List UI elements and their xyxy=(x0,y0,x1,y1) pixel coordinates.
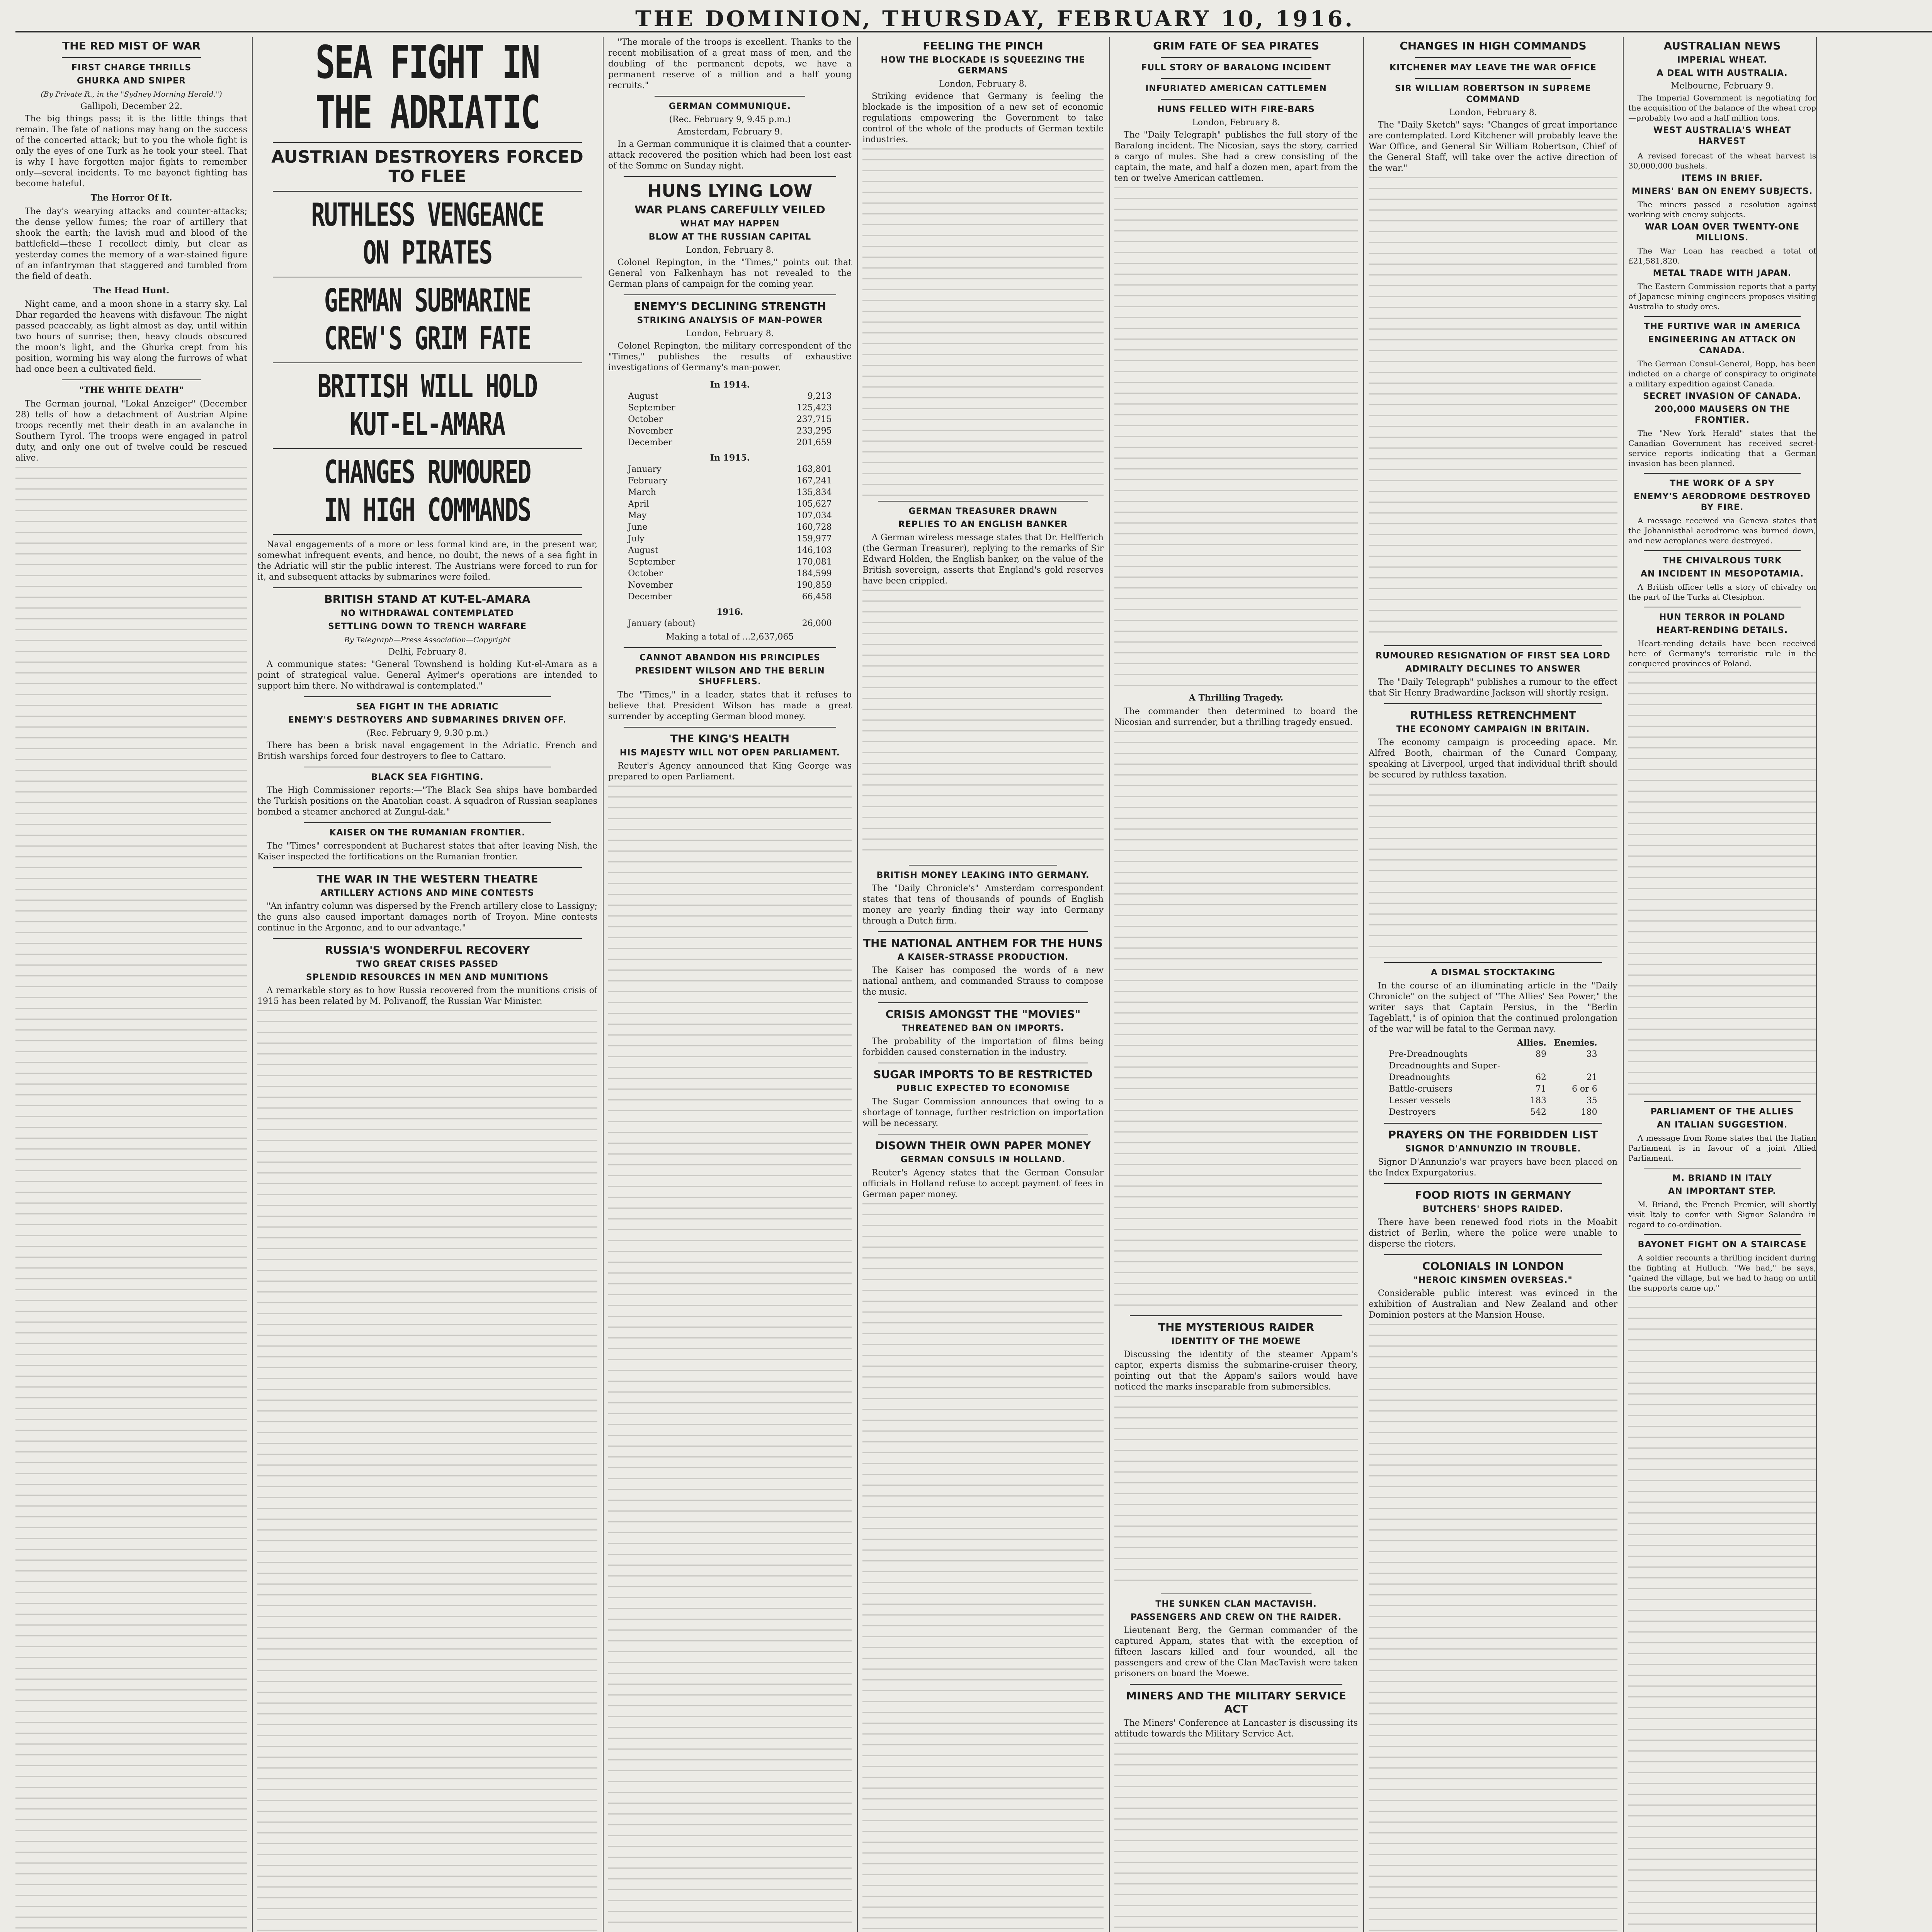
month-cell: September xyxy=(628,403,675,413)
subheadline: MINERS' BAN ON ENEMY SUBJECTS. xyxy=(1631,187,1813,196)
body-text-lines xyxy=(862,148,1104,496)
subheadline: ENEMY'S DESTROYERS AND SUBMARINES DRIVEN OFF. xyxy=(288,715,567,725)
paragraph: In a German communique it is claimed that a counter-attack recovered the position which had been lost east of the Somme on Sunday night. xyxy=(608,139,852,171)
subheadline: HEART-RENDING DETAILS. xyxy=(1656,626,1788,635)
month-cell: January xyxy=(628,464,662,474)
paragraph: A communique states: "General Townshend is holding Kut-el-Amara as a point of strategical value. General Aylmer's operations are intended to support him there. No withdrawal is contemplated." xyxy=(257,660,597,691)
story-headline: ENEMY'S DECLINING STRENGTH xyxy=(634,300,826,313)
paragraph: The War Loan has reached a total of £21,581,820. xyxy=(1628,246,1816,265)
section-subhead: A Thrilling Tragedy. xyxy=(1189,693,1284,703)
subheadline: KITCHENER MAY LEAVE THE WAR OFFICE xyxy=(1389,63,1597,73)
subheadline: STRIKING ANALYSIS OF MAN-POWER xyxy=(637,316,823,325)
fleet-table xyxy=(1387,1037,1599,1118)
table-row xyxy=(1387,1072,1599,1083)
value-cell: 233,295 xyxy=(796,426,832,436)
column-rule xyxy=(1816,37,1817,1932)
dateline: London, February 8. xyxy=(1449,108,1537,117)
story-headline: WAR LOAN OVER TWENTY-ONE MILLIONS. xyxy=(1645,222,1799,243)
story-headline: AUSTRALIAN NEWS xyxy=(1663,39,1781,52)
subheadline: PRESIDENT WILSON AND THE BERLIN SHUFFLERS. xyxy=(635,666,825,687)
subheadline: PUBLIC EXPECTED TO ECONOMISE xyxy=(896,1084,1070,1094)
table-row xyxy=(1387,1083,1599,1095)
dateline: London, February 8. xyxy=(686,329,774,338)
paragraph: Colonel Repington, the military correspondent of the "Times," publishes the results of exhaustive investigations of Germany's man-power. xyxy=(608,341,852,372)
table-cell: Battle-cruisers xyxy=(1389,1084,1452,1094)
table-row xyxy=(626,510,833,522)
story-headline: THE NATIONAL ANTHEM FOR THE HUNS xyxy=(863,937,1103,949)
table-year-heading xyxy=(626,376,833,391)
paragraph: Naval engagements of a more or less formal kind are, in the present war, somewhat infrequent events, and hence, no doubt, the news of a sea fight in the Adriatic will stir the public interest. The Austrians were forced to run for it, and subsequent attacks by submarines were foiled. xyxy=(257,540,597,582)
paragraph: The "Daily Telegraph" publishes the full story of the Baralong incident. The Nicosian, says the story, carried a cargo of mules. She had a crew consisting of the captain, the mate, and half a dozen men, apart from the ten or twelve American cattlemen. xyxy=(1114,130,1358,183)
table-cell: Lesser vessels xyxy=(1389,1096,1451,1105)
deck-headline: RUTHLESS VENGEANCE ON PIRATES xyxy=(311,197,544,271)
story-headline: THE CHIVALROUS TURK xyxy=(1662,556,1782,566)
body-text-lines xyxy=(1369,177,1617,641)
subheadline: SIR WILLIAM ROBERTSON IN SUPREME COMMAND xyxy=(1395,84,1591,104)
table-row xyxy=(626,580,833,591)
value-cell: 163,801 xyxy=(796,464,832,474)
paragraph: The German journal, "Lokal Anzeiger" (December 28) tells of how a detachment of Austrian Alpine troops recently met their death in an avalanche in Southern Tyrol. The troops were engaged in patrol duty, and only one out of twelve could be rescued alive. xyxy=(15,399,247,463)
table-row xyxy=(626,414,833,425)
deck-headline: CHANGES RUMOURED IN HIGH COMMANDS xyxy=(324,454,531,529)
value-cell: 167,241 xyxy=(796,476,832,486)
casualty-table xyxy=(626,376,833,629)
subheadline: SIGNOR D'ANNUNZIO IN TROUBLE. xyxy=(1405,1144,1581,1154)
paragraph: The "Daily Chronicle's" Amsterdam correspondent states that tens of thousands of pounds of English money are yearly finding their way into Germany through a Dutch firm. xyxy=(862,884,1104,926)
table-row xyxy=(626,464,833,475)
dateline: Delhi, February 8. xyxy=(388,647,467,657)
body-text-lines xyxy=(862,1203,1104,1932)
month-cell: April xyxy=(628,499,649,509)
paragraph: The commander then determined to board the Nicosian and surrender, but a thrilling tragedy ensued. xyxy=(1114,707,1358,727)
story-headline: THE SUNKEN CLAN MACTAVISH. xyxy=(1155,1599,1317,1609)
value-cell: 26,000 xyxy=(802,619,832,628)
subheadline: THE ECONOMY CAMPAIGN IN BRITAIN. xyxy=(1396,724,1590,734)
paragraph: The Sugar Commission announces that owing to a shortage of tonnage, further restriction on importation will be necessary. xyxy=(862,1097,1104,1128)
story-headline: FOOD RIOTS IN GERMANY xyxy=(1415,1189,1571,1201)
table-cell: 33 xyxy=(1586,1049,1597,1059)
story-headline: MINERS AND THE MILITARY SERVICE ACT xyxy=(1126,1689,1346,1715)
header-cell: Enemies. xyxy=(1554,1038,1597,1048)
body-text-lines xyxy=(257,1010,597,1932)
table-row xyxy=(1387,1095,1599,1107)
value-cell: 146,103 xyxy=(796,546,832,555)
table-header-row xyxy=(1387,1037,1599,1049)
value-cell: 184,599 xyxy=(796,569,832,578)
received-time: (Rec. February 9, 9.45 p.m.) xyxy=(669,115,791,124)
paragraph: Striking evidence that Germany is feeling the blockade is the imposition of a new set of economic regulations empowering the Government to take control of the whole of the products of German textile industries. xyxy=(862,92,1104,145)
paragraph: Discussing the identity of the steamer Appam's captor, experts dismiss the submarine-cruiser theory, pointing out that the Appam's sailors would have noticed the marks inseparable from submersibles. xyxy=(1114,1350,1358,1392)
story-headline: THE KING'S HEALTH xyxy=(670,732,790,745)
paragraph: A soldier recounts a thrilling incident during the fighting at Hulluch. "We had," he says, "gained the village, but we had to hang on until the supports came up." xyxy=(1628,1253,1816,1293)
story-headline: COLONIALS IN LONDON xyxy=(1422,1260,1564,1272)
paragraph: Reuter's Agency states that the German Consular officials in Holland refuse to accept payment of fees in German paper money. xyxy=(862,1168,1104,1199)
story-headline: SUGAR IMPORTS TO BE RESTRICTED xyxy=(873,1068,1093,1081)
paragraph: The miners passed a resolution against working with enemy subjects. xyxy=(1628,200,1816,219)
table-year-heading xyxy=(626,449,833,464)
subheadline: AN INCIDENT IN MESOPOTAMIA. xyxy=(1640,569,1804,579)
column-7 xyxy=(1628,37,1816,1932)
table-row xyxy=(626,425,833,437)
story-headline: BAYONET FIGHT ON A STAIRCASE xyxy=(1638,1240,1807,1250)
story-headline: CANNOT ABANDON HIS PRINCIPLES xyxy=(639,653,820,663)
story-headline: BRITISH STAND AT KUT-EL-AMARA xyxy=(324,593,531,605)
body-text-lines xyxy=(1628,1296,1816,1932)
paragraph: A message received via Geneva states that the Johannisthal aerodrome was burned down, and new aeroplanes were destroyed. xyxy=(1628,516,1816,545)
paragraph: The "New York Herald" states that the Canadian Government has received secret-service reports indicating that a German invasion has been planned. xyxy=(1628,429,1816,468)
dateline: Gallipoli, December 22. xyxy=(80,102,182,111)
column-rule xyxy=(603,37,604,1932)
paragraph: The German Consul-General, Bopp, has been indicted on a charge of conspiracy to originate a military expedition against Canada. xyxy=(1628,359,1816,388)
paragraph: A British officer tells a story of chivalry on the part of the Turks at Ctesiphon. xyxy=(1628,582,1816,602)
paragraph: The "Daily Telegraph" publishes a rumour to the effect that Sir Henry Bradwardine Jackson will shortly resign. xyxy=(1369,677,1617,698)
subheadline: PASSENGERS AND CREW ON THE RAIDER. xyxy=(1130,1612,1342,1622)
paragraph: The probability of the importation of films being forbidden caused consternation in the industry. xyxy=(862,1037,1104,1057)
paragraph: Night came, and a moon shone in a starry sky. Lal Dhar regarded the heavens with disfavour. The night passed peaceably, as light almost as day, until within two hours of sunrise; then, heavy clouds obscured the moon's light, and the Ghurka crept from his position, worming his way along the furrows of what had once been a cultivated field. xyxy=(15,299,247,374)
story-headline: HUNS LYING LOW xyxy=(647,181,813,201)
subheadline: ENGINEERING AN ATTACK ON CANADA. xyxy=(1648,335,1796,355)
section-subhead: "THE WHITE DEATH" xyxy=(79,385,184,395)
value-cell: 159,977 xyxy=(796,534,832,544)
column-4 xyxy=(862,37,1104,1932)
paragraph: The big things pass; it is the little things that remain. The fate of nations may hang on the success of the concerted attack; but to you the whole fight is only the eyes of one Turk as he took your steel. That is why I have forgotten major fights to remember only—several incidents. To me bayonet fighting has become hateful. xyxy=(15,114,247,189)
value-cell: 190,859 xyxy=(796,580,832,590)
subheadline: A KAISER-STRASSE PRODUCTION. xyxy=(897,952,1069,962)
story-headline: WEST AUSTRALIA'S WHEAT HARVEST xyxy=(1653,126,1791,146)
dateline: London, February 8. xyxy=(939,79,1027,89)
paragraph: The "Times" correspondent at Bucharest states that after leaving Nish, the Kaiser inspected the fortifications on the Rumanian frontier. xyxy=(257,841,597,862)
headline: THE RED MIST OF WAR xyxy=(62,39,201,52)
story-headline: ITEMS IN BRIEF. xyxy=(1682,173,1763,183)
story-headline: A DISMAL STOCKTAKING xyxy=(1430,968,1556,978)
value-cell: 125,423 xyxy=(796,403,832,413)
body-text-lines xyxy=(1114,1743,1358,1932)
month-cell: August xyxy=(628,546,658,555)
story-headline: SEA FIGHT IN THE ADRIATIC xyxy=(356,702,499,712)
subheadline: HIS MAJESTY WILL NOT OPEN PARLIAMENT. xyxy=(619,748,840,758)
story-headline: BLACK SEA FIGHTING. xyxy=(371,772,484,782)
story-headline: HUN TERROR IN POLAND xyxy=(1659,612,1786,622)
deck-headline: AUSTRIAN DESTROYERS FORCED TO FLEE xyxy=(271,147,583,186)
byline: (By Private R., in the "Sydney Morning Herald.") xyxy=(41,90,222,99)
story-headline: RUSSIA'S WONDERFUL RECOVERY xyxy=(325,944,530,956)
table-cell: 21 xyxy=(1586,1073,1597,1082)
total-line: Making a total of ...2,637,065 xyxy=(666,632,794,642)
body-text-lines xyxy=(1114,1396,1358,1589)
subheadline: 200,000 MAUSERS ON THE FRONTIER. xyxy=(1654,405,1790,425)
story-headline: CHANGES IN HIGH COMMANDS xyxy=(1400,39,1587,52)
table-cell xyxy=(1548,1060,1599,1072)
table-cell: 180 xyxy=(1581,1107,1597,1117)
subheadline: WHAT MAY HAPPEN xyxy=(680,219,780,229)
subheadline: ENEMY'S AERODROME DESTROYED BY FIRE. xyxy=(1634,492,1811,512)
subheadline: HUNS FELLED WITH FIRE-BARS xyxy=(1157,105,1315,114)
subheadline: FIRST CHARGE THRILLS xyxy=(71,63,192,73)
subheadline: ADMIRALTY DECLINES TO ANSWER xyxy=(1405,664,1581,674)
subheadline: A DEAL WITH AUSTRALIA. xyxy=(1656,68,1788,78)
table-cell: 89 xyxy=(1535,1049,1546,1059)
table-cell: 62 xyxy=(1535,1073,1546,1082)
paragraph: Heart-rending details have been received here of Germany's terroristic rule in the conquered provinces of Poland. xyxy=(1628,639,1816,668)
paragraph: There has been a brisk naval engagement in the Adriatic. French and British warships forced four destroyers to flee to Cattaro. xyxy=(257,741,597,761)
table-cell: 35 xyxy=(1586,1096,1597,1105)
dateline: Melbourne, February 9. xyxy=(1671,81,1774,91)
table-row xyxy=(626,475,833,487)
story-headline: RUMOURED RESIGNATION OF FIRST SEA LORD xyxy=(1376,651,1611,661)
table-row xyxy=(626,618,833,629)
column-rule xyxy=(1623,37,1624,1932)
column-rule xyxy=(1363,37,1364,1932)
body-text-lines xyxy=(1369,784,1617,957)
column-1 xyxy=(15,37,247,1932)
subheadline: ARTILLERY ACTIONS AND MINE CONTESTS xyxy=(320,888,534,898)
paragraph: In the course of an illuminating article in the "Daily Chronicle" on the subject of "The Allies' Sea Power," the writer says that Captain Persius, in the "Berlin Tageblatt," is of opinion that the continued prolongation of the war will be fatal to the German navy. xyxy=(1369,981,1617,1034)
dateline: London, February 8. xyxy=(686,245,774,255)
dateline: London, February 8. xyxy=(1192,118,1280,128)
story-headline: BRITISH MONEY LEAKING INTO GERMANY. xyxy=(876,871,1090,880)
month-cell: December xyxy=(628,438,672,447)
story-headline: SECRET INVASION OF CANADA. xyxy=(1643,391,1801,401)
table-row xyxy=(626,498,833,510)
month-cell: November xyxy=(628,426,673,436)
story-headline: METAL TRADE WITH JAPAN. xyxy=(1653,269,1792,278)
column-2 xyxy=(257,37,597,1932)
paragraph: Considerable public interest was evinced in the exhibition of Australian and New Zealand and other Dominion posters at the Mansion House. xyxy=(1369,1289,1617,1320)
value-cell: 107,034 xyxy=(796,511,832,520)
table-row xyxy=(626,556,833,568)
subheadline: BUTCHERS' SHOPS RAIDED. xyxy=(1422,1204,1564,1214)
subheadline: NO WITHDRAWAL CONTEMPLATED xyxy=(340,609,514,618)
paragraph: A German wireless message states that Dr. Helfferich (the German Treasurer), replying to the remarks of Sir Edward Holden, the English banker, on the value of the British sovereign, asserts that England's gold reserves have been crippled. xyxy=(862,533,1104,586)
section-subhead: The Head Hunt. xyxy=(93,286,170,296)
story-headline: PARLIAMENT OF THE ALLIES xyxy=(1650,1107,1794,1117)
table-cell: 1916. xyxy=(716,607,743,617)
subheadline: FULL STORY OF BARALONG INCIDENT xyxy=(1141,63,1331,73)
subheadline: BLOW AT THE RUSSIAN CAPITAL xyxy=(648,232,811,242)
header-cell xyxy=(1387,1037,1512,1049)
paragraph: The "Daily Sketch" says: "Changes of great importance are contemplated. Lord Kitchener will probably leave the War Office, and General Sir William Robertson, Chief of the General Staff, will take over the active direction of the war." xyxy=(1369,120,1617,173)
table-cell xyxy=(1512,1060,1548,1072)
paragraph: Signor D'Annunzio's war prayers have been placed on the Index Expurgatorius. xyxy=(1369,1157,1617,1178)
table-cell: In 1915. xyxy=(710,453,750,463)
subheadline: TWO GREAT CRISES PASSED xyxy=(356,959,498,969)
story-headline: KAISER ON THE RUMANIAN FRONTIER. xyxy=(329,828,526,838)
value-cell: 201,659 xyxy=(796,438,832,447)
table-cell: 183 xyxy=(1530,1096,1546,1105)
story-headline: GERMAN COMMUNIQUE. xyxy=(668,102,791,111)
table-year-heading xyxy=(626,603,833,618)
deck-headline: BRITISH WILL HOLD KUT-EL-AMARA xyxy=(318,368,537,443)
body-text-lines xyxy=(608,786,852,1932)
table-cell: Pre-Dreadnoughts xyxy=(1389,1049,1468,1059)
body-text-lines xyxy=(1369,1324,1617,1932)
subheadline: AN IMPORTANT STEP. xyxy=(1668,1187,1776,1196)
value-cell: 66,458 xyxy=(802,592,832,602)
column-rule xyxy=(252,37,253,1932)
table-cell: Dreadnoughts and Super- xyxy=(1389,1061,1500,1071)
story-headline: M. BRIAND IN ITALY xyxy=(1672,1173,1772,1183)
paragraph: The economy campaign is proceeding apace. Mr. Alfred Booth, chairman of the Cunard Company, speaking at Liverpool, urged that individual thrift should be secured by ruthless taxation. xyxy=(1369,738,1617,780)
paragraph: The Imperial Government is negotiating for the acquisition of the balance of the wheat crop—probably two and a half million tons. xyxy=(1628,93,1816,122)
subheadline: IMPERIAL WHEAT. xyxy=(1677,55,1767,65)
story-headline: THE FURTIVE WAR IN AMERICA xyxy=(1644,322,1801,332)
paragraph: There have been renewed food riots in the Moabit district of Berlin, where the police were unable to disperse the rioters. xyxy=(1369,1218,1617,1249)
story-headline: CRISIS AMONGST THE "MOVIES" xyxy=(885,1008,1081,1020)
month-cell: November xyxy=(628,580,673,590)
month-cell: October xyxy=(628,569,663,578)
table-row xyxy=(626,533,833,545)
story-headline: THE WAR IN THE WESTERN THEATRE xyxy=(316,872,538,885)
table-row xyxy=(1387,1060,1599,1072)
lead-headline: SEA FIGHT IN THE ADRIATIC xyxy=(315,37,539,139)
value-cell: 105,627 xyxy=(796,499,832,509)
table-row xyxy=(626,437,833,449)
paragraph: A revised forecast of the wheat harvest is 30,000,000 bushels. xyxy=(1628,151,1816,170)
month-cell: February xyxy=(628,476,668,486)
subheadline: THREATENED BAN ON IMPORTS. xyxy=(901,1024,1065,1033)
table-row xyxy=(626,545,833,556)
column-rule xyxy=(1109,37,1110,1932)
value-cell: 237,715 xyxy=(796,415,832,424)
table-row xyxy=(626,402,833,414)
paragraph: The "Times," in a leader, states that it refuses to believe that President Wilson has made a great surrender by accepting German blood money. xyxy=(608,690,852,721)
masthead-title: THE DOMINION, THURSDAY, FEBRUARY 10, 1916. xyxy=(635,6,1355,32)
table-cell: 71 xyxy=(1535,1084,1546,1094)
paragraph: "An infantry column was dispersed by the French artillery close to Lassigny; the guns also caused important damages north of Troyon. Mine contests continue in the Argonne, and to our advantage." xyxy=(257,901,597,933)
subheadline: INFURIATED AMERICAN CATTLEMEN xyxy=(1145,84,1327,94)
table-row xyxy=(1387,1049,1599,1060)
month-cell: December xyxy=(628,592,672,602)
column-6 xyxy=(1369,37,1617,1932)
paragraph: A message from Rome states that the Italian Parliament is in favour of a joint Allied Parliament. xyxy=(1628,1133,1816,1163)
table-cell: 6 or 6 xyxy=(1571,1084,1597,1094)
body-text-lines xyxy=(1628,672,1816,1097)
story-headline: GERMAN TREASURER DRAWN xyxy=(908,507,1058,516)
paragraph: The day's wearying attacks and counter-attacks; the dense yellow fumes; the roar of artillery that shook the earth; the lavish mud and blood of the battlefield—these I recollect dimly, but clear as yesterday comes the memory of a war-stained figure of an infantryman that staggered and tumbled from the field of death. xyxy=(15,207,247,281)
table-row xyxy=(626,391,833,402)
table-cell: Destroyers xyxy=(1389,1107,1436,1117)
subheadline: "HEROIC KINSMEN OVERSEAS." xyxy=(1413,1276,1573,1285)
paragraph: The Eastern Commission reports that a party of Japanese mining engineers proposes visiting Australia to study ores. xyxy=(1628,282,1816,311)
month-cell: August xyxy=(628,391,658,401)
table-row xyxy=(626,568,833,580)
table-row xyxy=(626,522,833,533)
subheadline: HOW THE BLOCKADE IS SQUEEZING THE GERMANS xyxy=(881,55,1085,76)
month-cell: March xyxy=(628,488,656,497)
month-cell: July xyxy=(628,534,645,544)
subheadline: IDENTITY OF THE MOEWE xyxy=(1171,1337,1301,1346)
value-cell: 170,081 xyxy=(796,557,832,567)
body-text-lines xyxy=(862,590,1104,860)
month-cell: October xyxy=(628,415,663,424)
paragraph: The Miners' Conference at Lancaster is discussing its attitude towards the Military Service Act. xyxy=(1114,1718,1358,1739)
paragraph: Colonel Repington, in the "Times," points out that General von Falkenhayn has not revealed to the German plans of campaign for the coming year. xyxy=(608,258,852,289)
story-headline: RUTHLESS RETRENCHMENT xyxy=(1410,709,1577,721)
paragraph: M. Briand, the French Premier, will shortly visit Italy to confer with Signor Salandra in regard to co-ordination. xyxy=(1628,1200,1816,1229)
deck-headline: GERMAN SUBMARINE CREW'S GRIM FATE xyxy=(324,282,531,357)
story-headline: THE MYSTERIOUS RAIDER xyxy=(1158,1321,1314,1333)
value-cell: 135,834 xyxy=(796,488,832,497)
story-headline: PRAYERS ON THE FORBIDDEN LIST xyxy=(1388,1128,1598,1141)
table-cell: 542 xyxy=(1530,1107,1546,1117)
received-time: (Rec. February 9, 9.30 p.m.) xyxy=(366,728,488,738)
subheadline: GHURKA AND SNIPER xyxy=(77,76,186,86)
paragraph: "The morale of the troops is excellent. Thanks to the recent mobilisation of a great mass of men, and the doubling of the permanent depots, we have a permanent reserve of a million and a half young recruits." xyxy=(608,37,852,90)
paragraph: Lieutenant Berg, the German commander of the captured Appam, states that with the exception of fifteen lascars killed and four wounded, all the passengers and crew of the Clan MacTavish were taken prisoners on board the Moewe. xyxy=(1114,1626,1358,1679)
month-cell: September xyxy=(628,557,675,567)
paragraph: Reuter's Agency announced that King George was prepared to open Parliament. xyxy=(608,761,852,782)
section-subhead: The Horror Of It. xyxy=(90,193,172,203)
story-headline: DISOWN THEIR OWN PAPER MONEY xyxy=(875,1139,1091,1152)
subheadline: GERMAN CONSULS IN HOLLAND. xyxy=(900,1155,1066,1165)
subheadline: REPLIES TO AN ENGLISH BANKER xyxy=(898,520,1068,529)
subheadline: AN ITALIAN SUGGESTION. xyxy=(1656,1120,1788,1130)
month-cell: January (about) xyxy=(628,619,696,628)
value-cell: 9,213 xyxy=(807,391,832,401)
body-text-lines xyxy=(1114,187,1358,689)
subheadline: SPLENDID RESOURCES IN MEN AND MUNITIONS xyxy=(306,973,549,982)
month-cell: June xyxy=(628,522,648,532)
column-3 xyxy=(608,37,852,1932)
table-cell: In 1914. xyxy=(710,380,750,390)
month-cell: May xyxy=(628,511,647,520)
subheadline: WAR PLANS CAREFULLY VEILED xyxy=(634,203,825,216)
body-text-lines xyxy=(1114,731,1358,1311)
paragraph: The High Commissioner reports:—"The Black Sea ships have bombarded the Turkish positions on the Anatolian coast. A squadron of Russian seaplanes bombed a steamer anchored at Zungul-dak." xyxy=(257,786,597,817)
table-row xyxy=(626,487,833,498)
paragraph: The Kaiser has composed the words of a new national anthem, and commanded Strauss to compose the music. xyxy=(862,966,1104,997)
table-cell: Dreadnoughts xyxy=(1389,1073,1450,1082)
dateline: Amsterdam, February 9. xyxy=(677,127,783,137)
story-headline: THE WORK OF A SPY xyxy=(1670,479,1775,488)
body-text-lines xyxy=(15,467,247,1932)
paragraph: A remarkable story as to how Russia recovered from the munitions crisis of 1915 has been related by M. Polivanoff, the Russian War Minister. xyxy=(257,986,597,1006)
header-cell: Allies. xyxy=(1517,1038,1546,1048)
byline: By Telegraph—Press Association—Copyright xyxy=(344,636,511,644)
table-row xyxy=(1387,1107,1599,1118)
story-headline: FEELING THE PINCH xyxy=(923,39,1043,52)
table-row xyxy=(626,591,833,603)
subheadline: SETTLING DOWN TO TRENCH WARFARE xyxy=(328,622,527,631)
column-5 xyxy=(1114,37,1358,1932)
column-rule xyxy=(857,37,858,1932)
story-headline: GRIM FATE OF SEA PIRATES xyxy=(1153,39,1319,52)
value-cell: 160,728 xyxy=(796,522,832,532)
masthead xyxy=(15,4,1932,32)
